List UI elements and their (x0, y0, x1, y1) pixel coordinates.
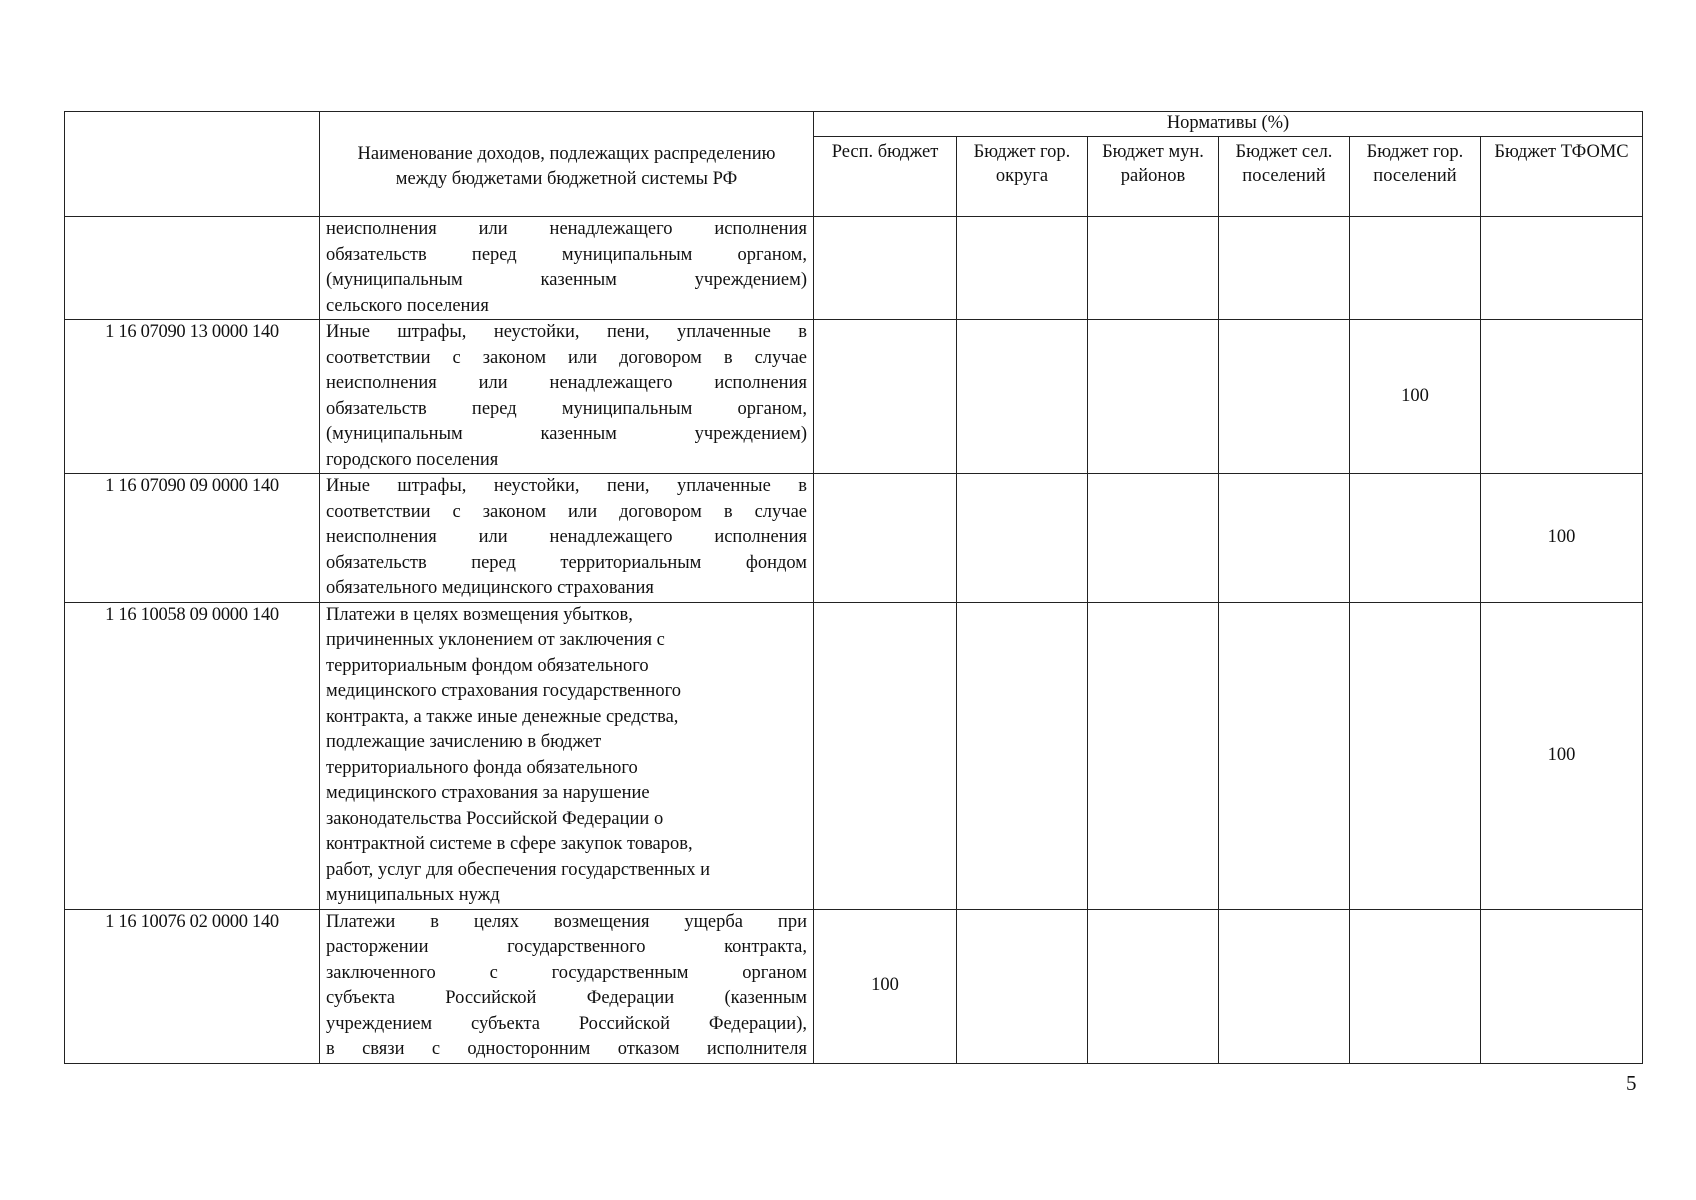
header-col-resp-budget: Респ. бюджет (814, 137, 957, 217)
header-col-urban-settlements: Бюджет гор. поселений (1350, 137, 1481, 217)
row-value-city-district (957, 602, 1088, 909)
row-name (320, 217, 814, 320)
row-name-line: Платежи в целях возмещения ущерба при (326, 911, 807, 932)
row-code (65, 217, 320, 320)
header-col-mun-districts: Бюджет мун. районов (1088, 137, 1219, 217)
row-value-tfoms (1481, 320, 1643, 474)
row-value-tfoms (1481, 217, 1643, 320)
row-name-line: Иные штрафы, неустойки, пени, уплаченные в (326, 322, 807, 342)
row-name-line: обязательного медицинского страхования (326, 578, 654, 598)
row-value-tfoms: 100 (1481, 602, 1643, 909)
row-name-line: причиненных уклонением от заключения с (326, 630, 665, 650)
row-name-line: (муниципальным казенным учреждением) (326, 270, 807, 290)
page-number: 5 (1626, 1071, 1637, 1095)
table-body (65, 217, 1643, 1064)
row-name (320, 602, 814, 909)
row-value-urban (1350, 602, 1481, 909)
row-name-line: обязательств перед территориальным фондом (326, 552, 807, 573)
row-code: 1 16 07090 13 0000 140 (65, 320, 320, 474)
row-value-city-district (957, 320, 1088, 474)
revenue-distribution-table (64, 111, 1643, 1064)
row-name-line: медицинского страхования за нарушение (326, 783, 650, 803)
row-value-rural (1219, 909, 1350, 1063)
row-name-line: неисполнения или ненадлежащего исполнения (326, 219, 807, 239)
row-value-resp (814, 474, 957, 603)
row-name-line: обязательств перед муниципальным органом, (326, 398, 807, 419)
header-code-cell (65, 112, 320, 217)
row-name-line: субъекта Российской Федерации (казенным (326, 988, 807, 1008)
row-value-mun-districts (1088, 602, 1219, 909)
row-name-line: медицинского страхования государственного (326, 681, 681, 701)
row-value-urban (1350, 217, 1481, 320)
row-value-city-district (957, 474, 1088, 603)
row-name-line: учреждением субъекта Российской Федерации), (326, 1013, 807, 1034)
row-value-resp: 100 (814, 909, 957, 1063)
row-value-urban (1350, 909, 1481, 1063)
row-name-line: Платежи в целях возмещения убытков, (326, 604, 633, 625)
row-value-mun-districts (1088, 474, 1219, 603)
row-code: 1 16 10076 02 0000 140 (65, 909, 320, 1063)
row-name-line: территориального фонда обязательного (326, 757, 638, 778)
header-name-cell: Наименование доходов, подлежащих распределению между бюджетами бюджетной системы РФ (320, 112, 814, 217)
table-row (65, 602, 1643, 909)
row-value-mun-districts (1088, 320, 1219, 474)
row-value-rural (1219, 217, 1350, 320)
row-value-tfoms (1481, 909, 1643, 1063)
row-name-line: муниципальных нужд (326, 885, 500, 905)
row-name-line: территориальным фондом обязательного (326, 655, 649, 676)
table-row (65, 217, 1643, 320)
table-row (65, 320, 1643, 474)
row-name (320, 909, 814, 1063)
row-value-city-district (957, 909, 1088, 1063)
row-code: 1 16 07090 09 0000 140 (65, 474, 320, 603)
row-name-line: заключенного с государственным органом (326, 962, 807, 983)
header-col-city-district: Бюджет гор. округа (957, 137, 1088, 217)
row-name-line: городского поселения (326, 449, 499, 470)
header-row-top (65, 112, 1643, 137)
row-name-line: Иные штрафы, неустойки, пени, уплаченные в (326, 476, 807, 496)
header-col-rural-settlements: Бюджет сел. поселений (1219, 137, 1350, 217)
row-name-line: контрактной системе в сфере закупок товаров, (326, 834, 693, 854)
row-name-line: расторжении государственного контракта, (326, 937, 807, 957)
row-name-line: законодательства Российской Федерации о (326, 808, 664, 829)
row-value-rural (1219, 474, 1350, 603)
row-name-line: (муниципальным казенным учреждением) (326, 424, 807, 444)
row-code: 1 16 10058 09 0000 140 (65, 602, 320, 909)
row-name-line: в связи с односторонним отказом исполнителя (326, 1039, 807, 1059)
row-name-line: неисполнения или ненадлежащего исполнения (326, 527, 807, 547)
row-name-line: сельского поселения (326, 295, 489, 316)
row-name-line: контракта, а также иные денежные средства, (326, 706, 679, 727)
row-name-line: соответствии с законом или договором в случае (326, 347, 807, 368)
row-name (320, 474, 814, 603)
row-value-resp (814, 217, 957, 320)
row-value-rural (1219, 320, 1350, 474)
row-name-line: подлежащие зачислению в бюджет (326, 732, 602, 752)
row-value-urban: 100 (1350, 320, 1481, 474)
row-name-line: обязательств перед муниципальным органом, (326, 244, 807, 265)
row-name (320, 320, 814, 474)
row-value-resp (814, 602, 957, 909)
table-row (65, 909, 1643, 1063)
header-col-tfoms: Бюджет ТФОМС (1481, 137, 1643, 217)
table-row (65, 474, 1643, 603)
row-value-tfoms: 100 (1481, 474, 1643, 603)
row-value-mun-districts (1088, 217, 1219, 320)
row-name-line: соответствии с законом или договором в случае (326, 501, 807, 522)
row-value-rural (1219, 602, 1350, 909)
row-name-line: неисполнения или ненадлежащего исполнения (326, 373, 807, 393)
header-normatives-group: Нормативы (%) (814, 112, 1643, 137)
row-value-city-district (957, 217, 1088, 320)
row-value-resp (814, 320, 957, 474)
row-value-mun-districts (1088, 909, 1219, 1063)
row-value-urban (1350, 474, 1481, 603)
row-name-line: работ, услуг для обеспечения государственных и (326, 859, 711, 880)
